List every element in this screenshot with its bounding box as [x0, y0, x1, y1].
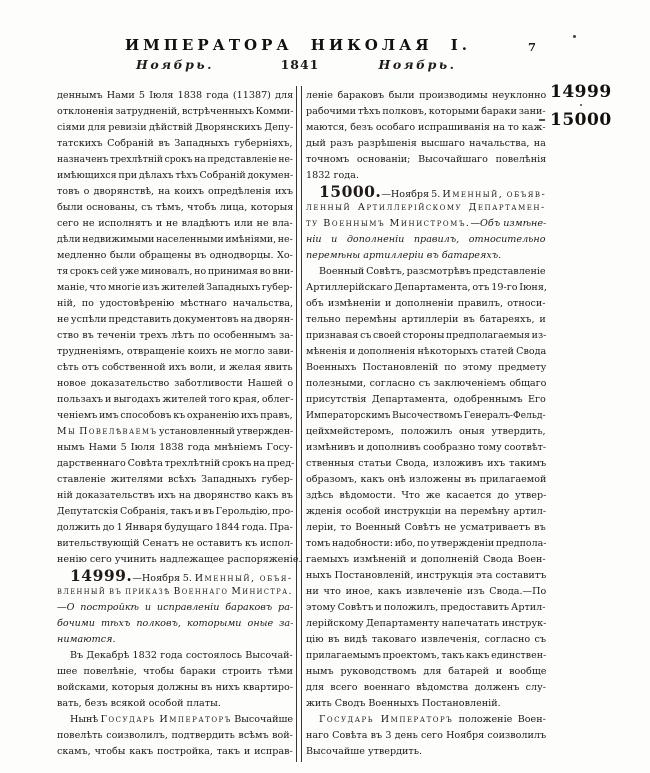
- text-line: [306, 568, 546, 584]
- text-segment: лерійскому Департаменту напечатать инструк-: [306, 618, 547, 629]
- text-segment: ставленіе жителями всѣхъ Западныхъ губер-: [57, 474, 293, 485]
- text-segment: этому Совѣтъ и положилъ, предоставить Артил-: [306, 602, 546, 613]
- text-line: [306, 264, 546, 280]
- text-segment: маніе, что многіе изъ жителей Западныхъ губер-: [57, 282, 293, 293]
- text-segment: мѣненія и дополненія нѣкоторыхъ статей Свода: [306, 346, 547, 357]
- text-segment: объ измѣненіи и дополненіи правилъ, относи-: [306, 298, 546, 309]
- text-segment: точномъ основаніи; Высочайшаго повелѣнія: [306, 154, 547, 165]
- text-segment: Въ Декабрѣ 1832 года состоялось Высочай-: [70, 650, 293, 661]
- text-segment: ство въ теченіи трехъ лѣтъ по особеннымъ за-: [57, 330, 294, 341]
- text-segment: дый разъ разрѣшенія высшаго начальства, на: [306, 138, 546, 149]
- text-line: [57, 312, 293, 328]
- text-line: [306, 584, 546, 600]
- text-line: [306, 216, 546, 232]
- text-segment: наго Совѣта въ 3 день сего Ноября соизволилъ: [306, 730, 547, 741]
- text-segment: Высочайше утвердить.: [306, 746, 422, 757]
- text-line: [57, 168, 293, 184]
- text-segment: жденія особой инструкціи на перемѣну артил-: [306, 506, 547, 517]
- text-segment: отклоненія затрудненій, встрѣченныхъ Комми-: [57, 106, 294, 117]
- text-segment: измѣнивъ и дополнивъ сообразно тому соотвѣт-: [306, 442, 547, 453]
- text-segment: для всего военнаго вѣдомства долженъ слу-: [306, 682, 546, 693]
- text-line: [306, 456, 546, 472]
- text-segment: Именный, объя-: [194, 573, 293, 584]
- text-segment: прилагаемымъ проектомъ, такъ какъ единствен-: [306, 650, 547, 661]
- text-segment: повелѣть соизволилъ, подтвердить всѣмъ вой-: [57, 730, 293, 741]
- text-line: [57, 88, 293, 104]
- text-segment: ній доказательствъ ихъ на дворянство какъ въ: [57, 490, 293, 501]
- text-line: [57, 280, 293, 296]
- text-line: [306, 200, 546, 216]
- text-segment: —О постройкѣ и исправленіи бараковъ ра-: [57, 602, 294, 613]
- text-segment: жить Сводъ Военныхъ Постановленій.: [306, 698, 501, 709]
- text-segment: новое доказательство заботливости Нашей о: [57, 378, 294, 389]
- text-line: [57, 536, 293, 552]
- text-line: [306, 712, 546, 728]
- text-line: [306, 520, 546, 536]
- text-segment: сѣть отъ собственной ихъ воли, и желая явить: [57, 362, 293, 373]
- act-number-inline: 14999.: [70, 566, 133, 585]
- text-segment: положеніе Воен-: [453, 714, 546, 725]
- text-line: [306, 728, 546, 744]
- text-segment: Артиллерійскаго Департамента, отъ 19-го Іюня,: [306, 282, 547, 293]
- text-segment: тельно перемѣны артиллеріи въ батареяхъ, и: [306, 314, 546, 325]
- text-line: [306, 296, 546, 312]
- text-segment: медленно были обращены въ однодворцы. Хо-: [57, 250, 293, 261]
- text-line: [57, 184, 293, 200]
- text-line: [306, 152, 546, 168]
- text-segment: Государь Императоръ: [100, 714, 232, 725]
- text-segment: присутствія Департамента, одобреннымъ Его: [306, 394, 546, 405]
- text-line: [306, 696, 546, 712]
- text-segment: назначенъ трехлѣтній срокъ на представленіе не-: [57, 154, 293, 165]
- text-segment: бочими тѣхъ полковъ, которыми оные за-: [57, 618, 294, 629]
- act-number-inline: 15000.: [319, 182, 382, 201]
- text-line: [306, 536, 546, 552]
- text-segment: пользахъ и выгодахъ жителей того края, облег-: [57, 394, 294, 405]
- text-line: [57, 456, 293, 472]
- text-line: [306, 120, 546, 136]
- text-line: [57, 696, 293, 712]
- text-segment: леріи, то Военный Совѣтъ не усматриваетъ въ: [306, 522, 546, 533]
- text-line: [306, 360, 546, 376]
- text-line: [57, 344, 293, 360]
- text-line: [306, 408, 546, 424]
- month-header-left: Ноябрь.: [136, 57, 214, 72]
- text-line: [57, 632, 293, 648]
- text-line: [57, 568, 293, 584]
- text-line: [57, 360, 293, 376]
- text-line: [306, 488, 546, 504]
- text-segment: ственныя статьи Свода, изложивъ ихъ такимъ: [306, 458, 547, 469]
- text-segment: Военный Совѣтъ, разсмотрѣвъ представленіе: [319, 266, 546, 277]
- text-line: [57, 584, 293, 600]
- text-segment: не успѣли представить документовъ на дворян-: [57, 314, 294, 325]
- text-line: [306, 248, 546, 264]
- text-segment: скамъ, чтобы какъ постройка, такъ и исправ-: [57, 746, 293, 757]
- text-line: [57, 440, 293, 456]
- text-segment: ныхъ Постановленій, инструкція эта составитъ: [306, 570, 547, 581]
- text-segment: Высочайше: [231, 714, 294, 725]
- text-segment: рабочими тѣхъ полковъ, которыми бараки зани-: [306, 106, 546, 117]
- scan-speck: [573, 35, 576, 38]
- act-number-margin-14999: 14999: [550, 82, 612, 102]
- text-segment: Императорскимъ Высочествомъ Генералъ-Фельд-: [306, 410, 546, 421]
- text-segment: Мы Повелѣваемъ: [57, 426, 158, 437]
- left-column: [57, 88, 302, 760]
- text-segment: цейхмейстеромъ, положилъ оныя утвердить,: [306, 426, 546, 437]
- text-line: [57, 424, 293, 440]
- text-line: [57, 744, 293, 760]
- text-segment: шее повелѣніе, чтобы бараки строить тѣми: [57, 666, 293, 677]
- month-header-right: Ноябрь.: [378, 57, 457, 72]
- text-line: [306, 136, 546, 152]
- text-line: [57, 120, 293, 136]
- text-line: [57, 264, 293, 280]
- column-divider-line: [301, 86, 302, 762]
- text-segment: ніи и дополненіи правилъ, относительно: [306, 234, 546, 245]
- text-segment: гаемыхъ измѣненій и дополненій Свода Воен-: [306, 554, 546, 565]
- text-line: [57, 200, 293, 216]
- text-line: [57, 488, 293, 504]
- text-line: [57, 392, 293, 408]
- text-line: [57, 504, 293, 520]
- text-segment: образомъ, какъ онѣ изложены въ прилагаемой: [306, 474, 547, 485]
- text-segment: леніе бараковъ были производимы неуклонно: [306, 90, 547, 101]
- text-segment: здѣсь вѣдомости. Что же касается до утвер-: [306, 490, 547, 501]
- text-segment: ненію сего учинить надлежащее распоряженіе.: [57, 554, 302, 565]
- text-segment: Военныхъ Постановленій по этому предмету: [306, 362, 547, 373]
- text-line: [57, 152, 293, 168]
- text-segment: цію въ видѣ таковаго извлеченія, согласно съ: [306, 634, 546, 645]
- text-segment: признавая съ своей стороны предполагаемыя из-: [306, 330, 547, 341]
- text-line: [57, 328, 293, 344]
- text-segment: нымъ Нами 5 Іюля 1838 года мнѣніемъ Госу-: [57, 442, 293, 453]
- act-number-margin-15000: 15000: [550, 110, 612, 130]
- text-line: [306, 472, 546, 488]
- text-segment: Государь Императоръ: [319, 714, 454, 725]
- text-line: [306, 680, 546, 696]
- text-line: [57, 376, 293, 392]
- text-line: [306, 424, 546, 440]
- text-line: [306, 232, 546, 248]
- text-segment: вительствующій Сенатъ не оставитъ къ испол-: [57, 538, 294, 549]
- text-segment: ній, по удостовѣренію мѣстнаго начальства,: [57, 298, 294, 309]
- text-line: [306, 504, 546, 520]
- right-column: [306, 88, 546, 760]
- text-line: [306, 328, 546, 344]
- text-line: [57, 520, 293, 536]
- text-segment: вать, безъ всякой особой платы.: [57, 698, 221, 709]
- text-line: [57, 680, 293, 696]
- text-segment: полезными, согласно съ заключеніемъ общаго: [306, 378, 547, 389]
- text-line: [306, 616, 546, 632]
- text-line: [57, 712, 293, 728]
- text-line: [306, 632, 546, 648]
- text-segment: —Объ измѣне-: [470, 218, 547, 229]
- text-segment: установленный утвержден-: [157, 426, 294, 437]
- text-line: [57, 216, 293, 232]
- text-segment: —Ноября 5.: [132, 573, 195, 584]
- text-line: [306, 104, 546, 120]
- text-line: [57, 104, 293, 120]
- text-line: [57, 664, 293, 680]
- text-segment: ни что иное, какъ извлеченіе изъ Свода.—По: [306, 586, 547, 597]
- text-segment: были основаны, съ тѣмъ, чтобъ лица, которыя: [57, 202, 294, 213]
- text-line: [306, 88, 546, 104]
- text-line: [57, 136, 293, 152]
- page-title: ИМПЕРАТОРА НИКОЛАЯ I.: [124, 36, 472, 54]
- text-line: [306, 440, 546, 456]
- text-segment: ченіемъ имъ способовъ къ охраненію ихъ правъ,: [57, 410, 293, 421]
- page-number: 7: [528, 40, 537, 54]
- scan-mark: [539, 119, 545, 121]
- text-segment: ленный Артиллерійскому Департамен-: [306, 202, 546, 213]
- text-segment: дѣли недвижимыми населенными имѣніями, не-: [57, 234, 293, 245]
- text-segment: перемѣны артиллеріи въ батареяхъ.: [306, 250, 502, 261]
- text-line: [306, 552, 546, 568]
- text-segment: маются, безъ особаго испрашиванія на то каж-: [306, 122, 546, 133]
- text-segment: трудненіямъ, отвращеніе коихъ не могло зави-: [57, 346, 294, 357]
- text-line: [306, 648, 546, 664]
- text-line: [57, 248, 293, 264]
- text-segment: нымъ руководствомъ для батарей и вообще: [306, 666, 547, 677]
- text-segment: Нынѣ: [70, 714, 101, 725]
- text-line: [306, 312, 546, 328]
- text-line: [306, 744, 546, 760]
- text-line: [57, 408, 293, 424]
- text-segment: 1832 года.: [306, 170, 359, 181]
- text-segment: тя срокъ сей уже миновалъ, но принимая во вни-: [57, 266, 294, 277]
- text-line: [306, 376, 546, 392]
- text-line: [306, 280, 546, 296]
- text-segment: Депутатскія Собранія, такъ и въ Герольдію, про-: [57, 506, 294, 517]
- text-segment: Именный, объяв-: [442, 189, 547, 200]
- text-segment: вленный въ приказѣ Военнаго Министра.: [57, 586, 293, 597]
- text-line: [306, 600, 546, 616]
- text-line: [306, 392, 546, 408]
- text-segment: войсками, которыя должны въ нихъ квартиро-: [57, 682, 294, 693]
- scan-speck: [580, 104, 582, 106]
- text-segment: товъ о дворянствѣ, на коихъ опредѣленія ихъ: [57, 186, 293, 197]
- text-segment: татскихъ Собраній въ Западныхъ губерніяхъ,: [57, 138, 293, 149]
- text-segment: сіями для ревизіи дѣйствій Дворянскихъ Депу-: [57, 122, 294, 133]
- text-line: [57, 728, 293, 744]
- year-header: 1841: [280, 57, 320, 72]
- text-line: [306, 344, 546, 360]
- text-line: [57, 600, 293, 616]
- text-line: [306, 184, 546, 200]
- text-line: [306, 664, 546, 680]
- text-segment: дарственнаго Совѣта трехлѣтній срокъ на пред-: [57, 458, 295, 469]
- text-segment: деннымъ Нами 5 Іюля 1838 года (11387) для: [57, 90, 294, 101]
- column-divider-line: [296, 86, 297, 762]
- text-segment: томъ надобности: ибо, по утвержденіи предпола-: [306, 538, 547, 549]
- text-line: [57, 296, 293, 312]
- text-segment: имѣющихся при дѣлахъ тѣхъ Собраній докумен-: [57, 170, 294, 181]
- text-line: [57, 232, 293, 248]
- text-segment: ту Военнымъ Министромъ.: [306, 218, 471, 229]
- text-line: [57, 472, 293, 488]
- text-segment: —Ноября 5.: [381, 189, 443, 200]
- text-line: [57, 616, 293, 632]
- text-segment: должить до 1 Января будущаго 1844 года. Пра-: [57, 522, 293, 533]
- text-segment: нимаются.: [57, 634, 116, 645]
- text-line: [57, 648, 293, 664]
- text-segment: сего не исполнятъ и не владѣютъ или не вла-: [57, 218, 293, 229]
